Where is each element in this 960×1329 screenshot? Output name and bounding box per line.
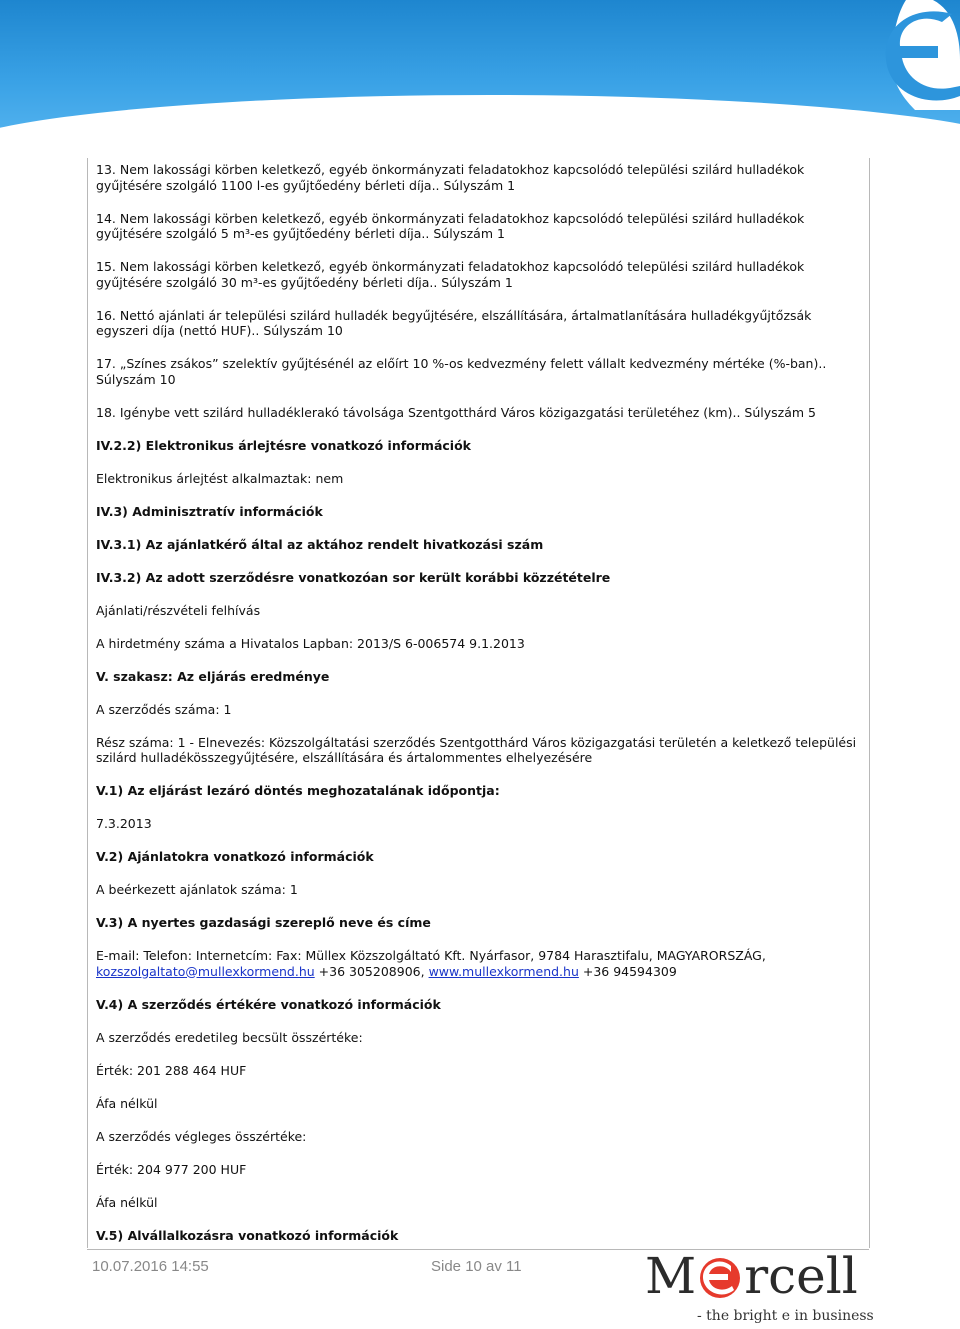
paragraph-gap [96,552,866,570]
paragraph-gap [96,1177,866,1195]
paragraph: Érték: 201 288 464 HUF [96,1062,247,1078]
paragraph-gap [96,1045,866,1063]
paragraph-gap [96,242,866,260]
section-heading: V.3) A nyertes gazdasági szereplő neve és címe [96,915,431,930]
contact-fax: +36 94594309 [578,963,677,979]
paragraph-gap [96,420,866,438]
contact-address: E-mail: Telefon: Internetcím: Fax: Müllex Közszolgáltató Kft. Nyárfasor, 9784 Harasztifalu, MAGYARORSZÁG, [96,948,766,963]
paragraph: 13. Nem lakossági körben keletkező, egyéb önkormányzati feladatokhoz kapcsolódó települési szilárd hulladékok gyűjtésére szolgáló 1100 l-es gyűjtőedény bérleti díja.. Súlyszám 1 [96,162,805,193]
paragraph: Ajánlati/részvételi felhívás [96,602,261,618]
paragraph: 14. Nem lakossági körben keletkező, egyéb önkormányzati feladatokhoz kapcsolódó települési szilárd hulladékok gyűjtésére szolgáló 5 m³-es gyűjtőedény bérleti díja.. Súlyszám 1 [96,210,805,241]
document-body [96,162,866,1261]
footer-date: 10.07.2016 14:55 [92,1258,209,1275]
brand-tagline: - the bright e in business [697,1308,874,1324]
banner-glow [0,95,960,150]
paragraph-gap [96,585,866,603]
paragraph-gap [96,519,866,537]
marcell-e-logo-icon [820,0,960,110]
paragraph-gap [96,339,866,357]
email-link[interactable]: kozszolgaltato@mullexkormend.hu [96,963,315,979]
paragraph: 7.3.2013 [96,816,152,831]
brand-text-left: M [645,1247,697,1305]
section-heading: V. szakasz: Az eljárás eredménye [96,668,330,684]
paragraph-gap [96,931,866,949]
paragraph-gap [96,898,866,916]
section-heading: IV.3.1) Az ajánlatkérő által az aktához rendelt hivatkozási szám [96,536,544,552]
paragraph-gap [96,1144,866,1162]
paragraph-gap [96,453,866,471]
footer-page-number: Side 10 av 11 [431,1258,522,1275]
paragraph: A szerződés végleges összértéke: [96,1128,307,1144]
paragraph-gap [96,799,866,817]
paragraph: 18. Igénybe vett szilárd hulladéklerakó távolsága Szentgotthárd Város közigazgatási területéhez (km).. Súlyszám 5 [96,404,816,420]
paragraph-gap [96,1111,866,1129]
paragraph: 17. „Színes zsákos” szelektív gyűjtésénél az előírt 10 %-os kedvezmény felett vállalt kedvezmény mértéke (%-ban).. Súlyszám 10 [96,356,827,387]
paragraph: Áfa nélkül [96,1194,158,1210]
paragraph: 15. Nem lakossági körben keletkező, egyéb önkormányzati feladatokhoz kapcsolódó települési szilárd hulladékok gyűjtésére szolgáló 30 m³-es gyűjtőedény bérleti díja.. Súlyszám 1 [96,259,805,290]
header-banner [0,0,960,150]
winner-contact [96,948,866,979]
section-heading: IV.3) Adminisztratív információk [96,503,323,519]
section-heading: IV.2.2) Elektronikus árlejtésre vonatkozó információk [96,437,471,453]
paragraph-gap [96,387,866,405]
section-heading: V.4) A szerződés értékére vonatkozó információk [96,996,441,1012]
paragraph-gap [96,865,866,883]
paragraph-gap [96,651,866,669]
paragraph-gap [96,486,866,504]
paragraph: 16. Nettó ajánlati ár települési szilárd hulladék begyűjtésére, elszállítására, ártalmatlanítására hulladékgyűjtőzsák egyszeri díja (nettó HUF).. Súlyszám 10 [96,307,812,338]
paragraph: Áfa nélkül [96,1095,158,1111]
brand-text-right: rcell [744,1247,858,1305]
section-heading: IV.3.2) Az adott szerződésre vonatkozóan sor került korábbi közzétételre [96,569,611,585]
section-heading: V.5) Alvállalkozásra vonatkozó információk [96,1227,399,1243]
website-link[interactable]: www.mullexkormend.hu [428,963,579,979]
contact-phone: +36 305208906, [314,963,429,979]
paragraph-gap [96,618,866,636]
section-heading: V.2) Ajánlatokra vonatkozó információk [96,849,374,864]
paragraph-gap [96,717,866,735]
section-heading: V.1) Az eljárást lezáró döntés meghozatalának időpontja: [96,783,500,798]
brand-e-icon [698,1256,742,1300]
paragraph-gap [96,684,866,702]
paragraph-gap [96,979,866,997]
paragraph-gap [96,1210,866,1228]
paragraph-gap [96,766,866,784]
paragraph: Rész száma: 1 - Elnevezés: Közszolgáltatási szerződés Szentgotthárd Város közigazgatási területén a keletkező települési szilárd hulladékösszegyűjtésére, elszállítására és ártalommentes elhelyezésére [96,734,857,765]
paragraph: A hirdetmény száma a Hivatalos Lapban: 2013/S 6-006574 9.1.2013 [96,635,525,651]
paragraph: Elektronikus árlejtést alkalmaztak: nem [96,470,344,486]
paragraph: A beérkezett ajánlatok száma: 1 [96,882,298,897]
paragraph: A szerződés száma: 1 [96,701,232,717]
paragraph-gap [96,290,866,308]
paragraph-gap [96,193,866,211]
brand-logo [645,1248,858,1304]
paragraph-gap [96,1078,866,1096]
paragraph: Érték: 204 977 200 HUF [96,1161,247,1177]
paragraph: A szerződés eredetileg becsült összértéke: [96,1029,363,1045]
paragraph-gap [96,832,866,850]
paragraph-gap [96,1012,866,1030]
